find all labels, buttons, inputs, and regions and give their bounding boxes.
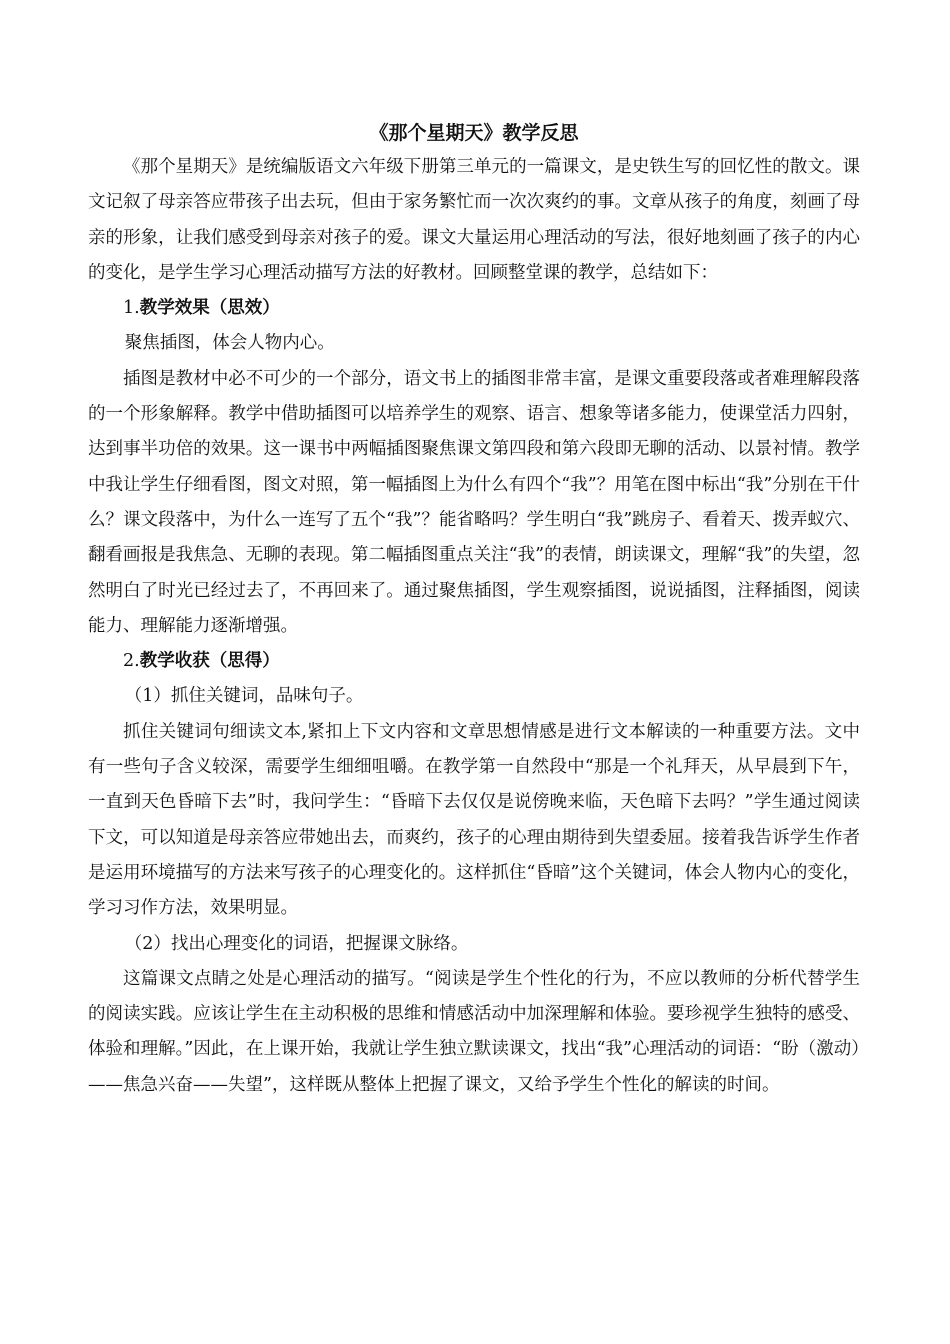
section-2-heading — [88, 644, 860, 679]
section-2-item-2-body: 这篇课文点睛之处是心理活动的描写。“阅读是学生个性化的行为，不应以教师的分析代替学生的阅读实践。应该让学生在主动积极的思维和情感活动中加深理解和体验。要珍视学生独特的感受、体验和理解。”因此，在上课开始，我就让学生独立默读课文，找出“我”心理活动的词语：“盼（激动）——焦急兴奋——失望”，这样既从整体上把握了课文，又给予学生个性化的解读的时间。 — [88, 968, 860, 1095]
section-1-number: 1. — [123, 298, 140, 319]
section-2-number: 2. — [123, 651, 140, 672]
section-1-subtitle: 聚焦插图，体会人物内心。 — [124, 333, 335, 354]
document-page — [88, 116, 860, 1103]
section-1-heading-text: 教学效果（思效） — [139, 298, 280, 319]
section-2-item-1-subtitle: （1）抓住关键词，品味句子。 — [124, 686, 364, 707]
intro-paragraph: 《那个星期天》是统编版语文六年级下册第三单元的一篇课文，是史铁生写的回忆性的散文。课文记叙了母亲答应带孩子出去玩，但由于家务繁忙而一次次爽约的事。文章从孩子的角度，刻画了母亲的形象，让我们感受到母亲对孩子的爱。课文大量运用心理活动的写法，很好地刻画了孩子的内心的变化，是学生学习心理活动描写方法的好教材。回顾整堂课的教学，总结如下： — [88, 157, 860, 283]
document-title: 《那个星期天》教学反思 — [369, 122, 579, 144]
section-2-heading-text: 教学收获（思得） — [139, 651, 280, 672]
section-2-item-2-subtitle: （2）找出心理变化的词语，把握课文脉络。 — [124, 933, 469, 954]
section-1-body: 插图是教材中必不可少的一个部分，语文书上的插图非常丰富，是课文重要段落或者难理解段落的一个形象解释。教学中借助插图可以培养学生的观察、语言、想象等诸多能力，使课堂活力四射，达到事半功倍的效果。这一课书中两幅插图聚焦课文第四段和第六段即无聊的活动、以景衬情。教学中我让学生仔细看图，图文对照，第一幅插图上为什么有四个“我”？用笔在图中标出“我”分别在干什么？课文段落中，为什么一连写了五个“我”？能省略吗？学生明白“我”跳房子、看着天、拨弄蚁穴、翻看画报是我焦急、无聊的表现。第二幅插图重点关注“我”的表情，朗读课文，理解“我”的失望，忽然明白了时光已经过去了，不再回来了。通过聚焦插图，学生观察插图，说说插图，注释插图，阅读能力、理解能力逐渐增强。 — [88, 368, 860, 636]
section-1-heading — [88, 291, 860, 326]
section-2-item-1-body: 抓住关键词句细读文本,紧扣上下文内容和文章思想情感是进行文本解读的一种重要方法。文中有一些句子含义较深，需要学生细细咀嚼。在教学第一自然段中“那是一个礼拜天，从早晨到下午，一直到天色昏暗下去”时，我问学生：“昏暗下去仅仅是说傍晚来临，天色暗下去吗？”学生通过阅读下文，可以知道是母亲答应带她出去，而爽约，孩子的心理由期待到失望委屈。接着我告诉学生作者是运用环境描写的方法来写孩子的心理变化的。这样抓住“昏暗”这个关键词，体会人物内心的变化，学习习作方法，效果明显。 — [88, 721, 860, 919]
